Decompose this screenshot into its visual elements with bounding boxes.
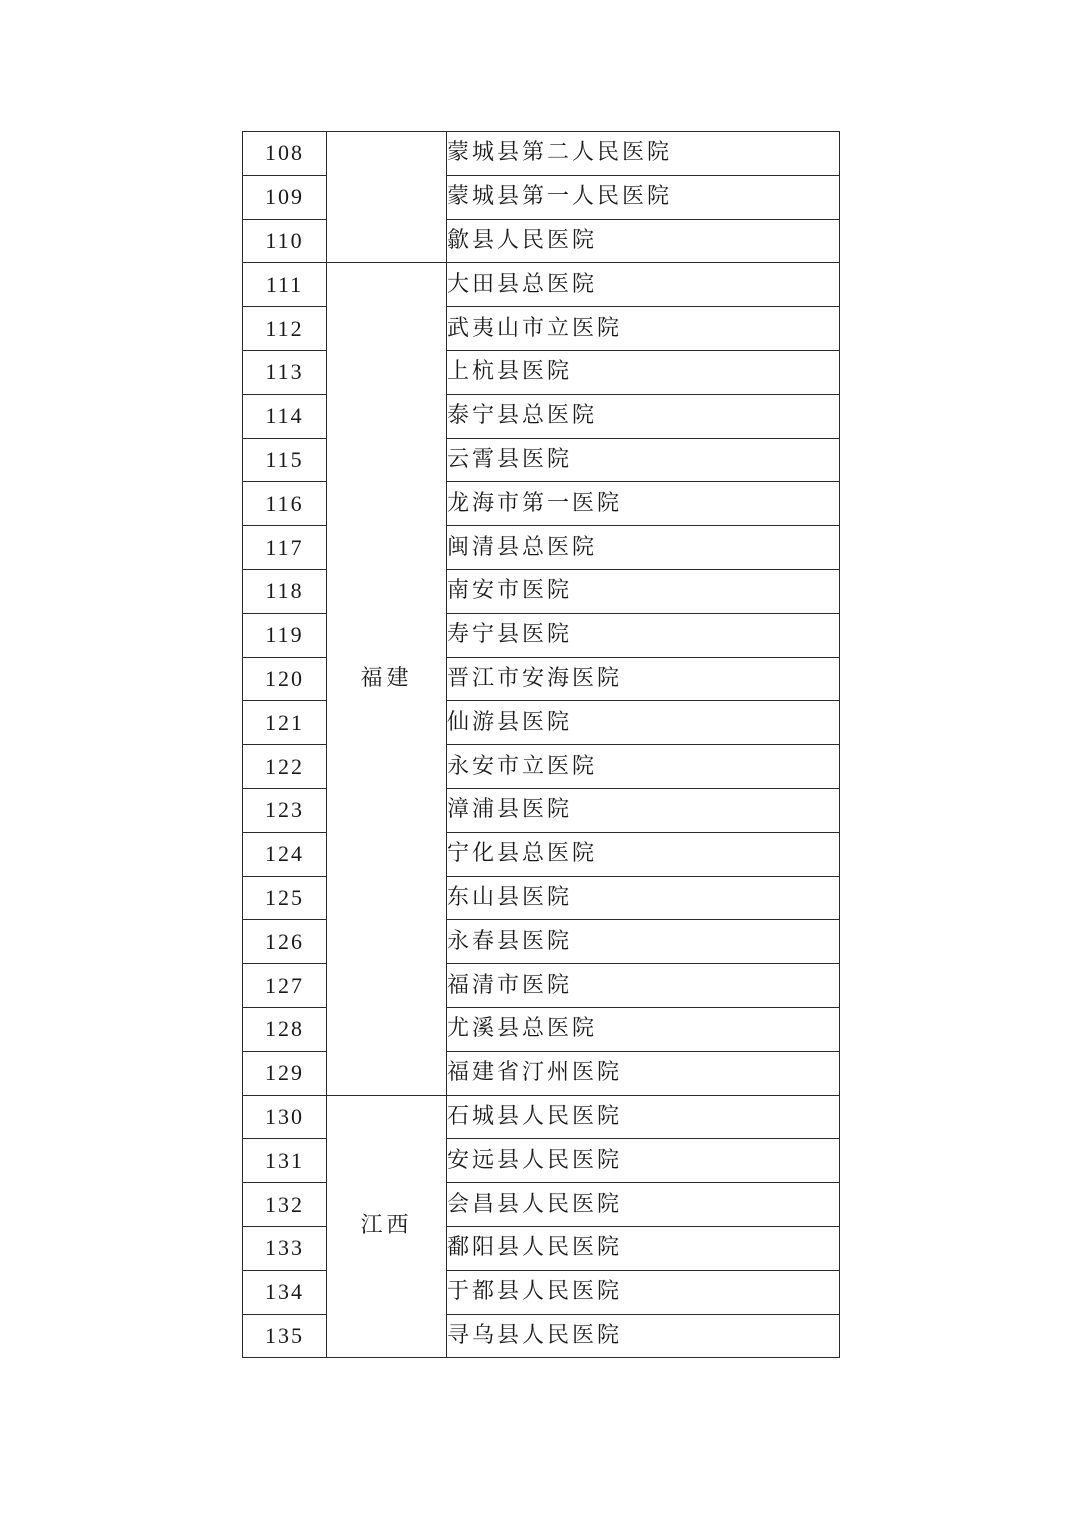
hospital-name: 安远县人民医院 bbox=[447, 1139, 840, 1183]
hospital-name: 晋江市安海医院 bbox=[447, 657, 840, 701]
table-row bbox=[243, 263, 840, 307]
province-cell: 江西 bbox=[327, 1095, 447, 1358]
row-number: 124 bbox=[243, 832, 327, 876]
hospital-name: 会昌县人民医院 bbox=[447, 1183, 840, 1227]
hospital-name: 蒙城县第一人民医院 bbox=[447, 175, 840, 219]
hospital-list-table bbox=[242, 131, 840, 1358]
hospital-name: 寻乌县人民医院 bbox=[447, 1314, 840, 1358]
row-number: 130 bbox=[243, 1095, 327, 1139]
hospital-name: 大田县总医院 bbox=[447, 263, 840, 307]
row-number: 113 bbox=[243, 350, 327, 394]
hospital-name: 于都县人民医院 bbox=[447, 1270, 840, 1314]
row-number: 125 bbox=[243, 876, 327, 920]
province-cell bbox=[327, 132, 447, 263]
hospital-name: 永春县医院 bbox=[447, 920, 840, 964]
hospital-name: 永安市立医院 bbox=[447, 745, 840, 789]
hospital-name: 福清市医院 bbox=[447, 964, 840, 1008]
row-number: 120 bbox=[243, 657, 327, 701]
hospital-name: 龙海市第一医院 bbox=[447, 482, 840, 526]
hospital-name: 闽清县总医院 bbox=[447, 526, 840, 570]
row-number: 119 bbox=[243, 613, 327, 657]
hospital-name: 云霄县医院 bbox=[447, 438, 840, 482]
row-number: 117 bbox=[243, 526, 327, 570]
row-number: 129 bbox=[243, 1051, 327, 1095]
row-number: 122 bbox=[243, 745, 327, 789]
row-number: 121 bbox=[243, 701, 327, 745]
hospital-name: 上杭县医院 bbox=[447, 350, 840, 394]
hospital-name: 仙游县医院 bbox=[447, 701, 840, 745]
row-number: 134 bbox=[243, 1270, 327, 1314]
row-number: 123 bbox=[243, 788, 327, 832]
row-number: 108 bbox=[243, 132, 327, 176]
row-number: 133 bbox=[243, 1226, 327, 1270]
row-number: 111 bbox=[243, 263, 327, 307]
hospital-name: 南安市医院 bbox=[447, 569, 840, 613]
row-number: 127 bbox=[243, 964, 327, 1008]
row-number: 114 bbox=[243, 394, 327, 438]
hospital-name: 尤溪县总医院 bbox=[447, 1007, 840, 1051]
table-row bbox=[243, 132, 840, 176]
row-number: 115 bbox=[243, 438, 327, 482]
row-number: 118 bbox=[243, 569, 327, 613]
row-number: 131 bbox=[243, 1139, 327, 1183]
hospital-name: 鄱阳县人民医院 bbox=[447, 1226, 840, 1270]
hospital-name: 石城县人民医院 bbox=[447, 1095, 840, 1139]
row-number: 112 bbox=[243, 307, 327, 351]
hospital-name: 泰宁县总医院 bbox=[447, 394, 840, 438]
hospital-name: 漳浦县医院 bbox=[447, 788, 840, 832]
province-cell: 福建 bbox=[327, 263, 447, 1095]
hospital-name: 宁化县总医院 bbox=[447, 832, 840, 876]
row-number: 116 bbox=[243, 482, 327, 526]
hospital-name: 武夷山市立医院 bbox=[447, 307, 840, 351]
hospital-name: 蒙城县第二人民医院 bbox=[447, 132, 840, 176]
table-row bbox=[243, 1095, 840, 1139]
hospital-name: 东山县医院 bbox=[447, 876, 840, 920]
row-number: 135 bbox=[243, 1314, 327, 1358]
table-body bbox=[243, 132, 840, 1358]
row-number: 109 bbox=[243, 175, 327, 219]
row-number: 110 bbox=[243, 219, 327, 263]
hospital-name: 寿宁县医院 bbox=[447, 613, 840, 657]
hospital-name: 歙县人民医院 bbox=[447, 219, 840, 263]
hospital-name: 福建省汀州医院 bbox=[447, 1051, 840, 1095]
row-number: 126 bbox=[243, 920, 327, 964]
row-number: 132 bbox=[243, 1183, 327, 1227]
row-number: 128 bbox=[243, 1007, 327, 1051]
